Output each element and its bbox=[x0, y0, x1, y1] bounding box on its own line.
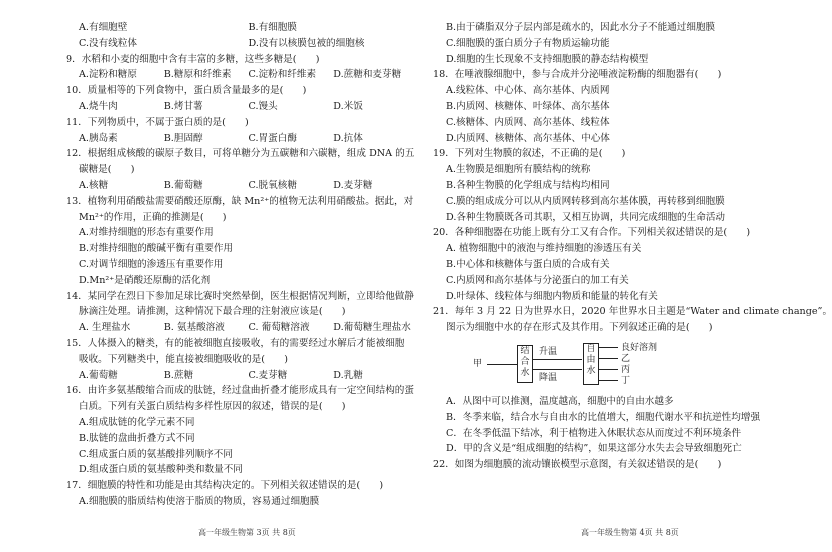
question-line: 白质。下列有关蛋白质结构多样性原因的叙述，错误的是( ) bbox=[79, 401, 346, 413]
question-line: C．在冬季低温下结冰，利于植物进入休眠状态从而度过不利环境条件 bbox=[446, 427, 742, 439]
diagram-label-bing: 丙 bbox=[621, 364, 631, 375]
question-line: Mn²⁺的作用，正确的推测是( ) bbox=[79, 211, 227, 223]
question-line: 22．如图为细胞膜的流动镶嵌模型示意图，有关叙述错误的是( ) bbox=[433, 459, 722, 471]
option-row bbox=[66, 320, 418, 336]
question-line: D.Mn²⁺是硝酸还原酶的活化剂 bbox=[79, 274, 211, 286]
option-row bbox=[66, 178, 418, 194]
question-line: D.叶绿体、线粒体与细胞内物质和能量的转化有关 bbox=[446, 290, 658, 302]
diagram-label-good: 良好溶剂 bbox=[621, 342, 658, 353]
question-line: A.线粒体、中心体、高尔基体、内质网 bbox=[446, 85, 610, 97]
question-line: B.对维持细胞的酸碱平衡有重要作用 bbox=[79, 243, 234, 255]
question-line: C.对调节细胞的渗透压有重要作用 bbox=[79, 258, 224, 270]
question-line: C.组成蛋白质的氨基酸排列顺序不同 bbox=[79, 448, 233, 460]
page-footer-right: 高一年级生物第 4页 共 8页 bbox=[581, 528, 679, 537]
diagram-label-ding: 丁 bbox=[621, 375, 631, 386]
option-text: D.乳糖 bbox=[333, 369, 363, 381]
water-forms-diagram bbox=[473, 339, 723, 391]
question-line: 19．下列对生物膜的叙述，不正确的是( ) bbox=[433, 148, 626, 160]
option-text: A.胰岛素 bbox=[79, 132, 118, 144]
question-line: 13．植物利用硝酸盐需要硝酸还原酶，缺 Mn²⁺的植物无法利用硝酸盐。据此，对 bbox=[66, 195, 414, 207]
option-text: C.麦芽糖 bbox=[248, 369, 288, 381]
left-column bbox=[66, 20, 418, 510]
question-line: 15．人体摄入的糖类，有的能被细胞直接吸收，有的需要经过水解后才能被细胞 bbox=[66, 337, 405, 349]
option-text: C. 葡萄糖溶液 bbox=[248, 322, 310, 334]
option-text: A.烧牛肉 bbox=[79, 100, 118, 112]
option-text: D.蔗糖和麦芽糖 bbox=[333, 69, 402, 81]
page-footer-left: 高一年级生物第 3页 共 8页 bbox=[198, 528, 296, 537]
question-line: B.肽链的盘曲折叠方式不同 bbox=[79, 432, 195, 444]
option-text: D.抗体 bbox=[333, 132, 363, 144]
diagram-label-up: 升温 bbox=[539, 346, 558, 357]
option-text: A.核糖 bbox=[79, 179, 109, 191]
question-line: B.中心体和核糖体与蛋白质的合成有关 bbox=[446, 258, 610, 270]
option-text: B.葡萄糖 bbox=[163, 179, 203, 191]
option-row bbox=[66, 99, 418, 115]
option-text: D.没有以核膜包被的细胞核 bbox=[248, 37, 365, 49]
arrow-to-jia bbox=[487, 364, 517, 365]
option-text: D.米饭 bbox=[333, 100, 363, 112]
question-line: 12．根据组成核酸的碳原子数目，可将单糖分为五碳糖和六碳糖，组成 DNA 的五 bbox=[66, 148, 415, 160]
question-line: 图示为细胞中水的存在形式及其作用。下列叙述正确的是( ) bbox=[446, 322, 713, 334]
arrow-ding bbox=[598, 380, 618, 381]
option-text: D.麦芽糖 bbox=[333, 179, 373, 191]
right-bottom-questions bbox=[433, 394, 785, 473]
question-line: C.膜的组成成分可以从内质网转移到高尔基体膜，再转移到细胞膜 bbox=[446, 195, 725, 207]
right-top-questions bbox=[433, 20, 832, 336]
question-line: A.组成肽链的化学元素不同 bbox=[79, 416, 195, 428]
question-line: A．从图中可以推测，温度越高，细胞中的自由水越多 bbox=[446, 395, 674, 407]
option-row bbox=[66, 368, 418, 384]
option-row bbox=[66, 20, 418, 36]
option-text: C.馒头 bbox=[248, 100, 278, 112]
option-text: C.没有线粒体 bbox=[79, 37, 138, 49]
arrow-yi bbox=[598, 358, 618, 359]
question-line: 18．在唾液腺细胞中，参与合成并分泌唾液淀粉酶的细胞器有( ) bbox=[433, 69, 722, 81]
question-line: C.细胞膜的蛋白质分子有物质运输功能 bbox=[446, 37, 610, 49]
free-water-box: 自由水 bbox=[583, 343, 599, 385]
question-line: 20．各种细胞器在功能上既有分工又有合作。下列相关叙述错误的是( ) bbox=[433, 227, 751, 239]
diagram-label-jia: 甲 bbox=[473, 358, 483, 369]
arrow-bing bbox=[598, 369, 618, 370]
question-line: B.内质网、核糖体、叶绿体、高尔基体 bbox=[446, 100, 610, 112]
option-text: C.脱氧核糖 bbox=[248, 179, 297, 191]
option-text: A. 生理盐水 bbox=[79, 322, 131, 334]
question-line: B.各种生物膜的化学组成与结构均相同 bbox=[446, 179, 610, 191]
option-text: A.有细胞壁 bbox=[79, 22, 128, 33]
option-row bbox=[66, 67, 418, 83]
arrow-up bbox=[532, 359, 582, 360]
question-line: D.细胞的生长现象不支持细胞膜的静态结构模型 bbox=[446, 53, 649, 65]
question-line: D.各种生物膜既各司其职，又相互协调，共同完成细胞的生命活动 bbox=[446, 211, 726, 223]
option-text: C.淀粉和纤维素 bbox=[248, 69, 317, 81]
arrow-down bbox=[532, 369, 582, 370]
option-text: C.胃蛋白酶 bbox=[248, 132, 297, 144]
option-text: A.淀粉和糖原 bbox=[79, 69, 137, 81]
question-line: A.生物膜是细胞所有膜结构的统称 bbox=[446, 164, 591, 176]
question-line: D．甲的含义是“组成细胞的结构”，如果这部分水失去会导致细胞死亡 bbox=[446, 443, 742, 455]
option-row bbox=[66, 36, 418, 52]
question-line: 21．每年 3 月 22 日为世界水日，2020 年世界水日主题是“Water and climate change”。 bbox=[433, 306, 832, 318]
option-text: B.糖原和纤维素 bbox=[163, 69, 232, 81]
right-column bbox=[433, 20, 832, 473]
arrow-good bbox=[598, 347, 618, 348]
option-text: B.胆固醇 bbox=[163, 132, 203, 144]
diagram-label-yi: 乙 bbox=[621, 353, 631, 364]
question-line: 脉滴注处理。请推测，这种情况下最合理的注射液应该是( ) bbox=[79, 306, 346, 318]
question-line: C.内质网和高尔基体与分泌蛋白的加工有关 bbox=[446, 274, 629, 286]
question-line: 碳糖是( ) bbox=[79, 164, 135, 176]
option-row bbox=[66, 131, 418, 147]
question-line: D.组成蛋白质的氨基酸种类和数量不同 bbox=[79, 464, 243, 476]
question-line: 17．细胞膜的特性和功能是由其结构决定的。下列相关叙述错误的是( ) bbox=[66, 480, 384, 492]
question-line: C.核糖体、内质网、高尔基体、线粒体 bbox=[446, 116, 610, 128]
diagram-label-down: 降温 bbox=[539, 372, 558, 383]
question-line: B.由于磷脂双分子层内部是疏水的，因此水分子不能通过细胞膜 bbox=[446, 22, 716, 33]
option-text: A.葡萄糖 bbox=[79, 369, 118, 381]
option-text: D.葡萄糖生理盐水 bbox=[333, 322, 411, 334]
question-line: A.对维持细胞的形态有重要作用 bbox=[79, 227, 214, 239]
question-line: A.细胞膜的脂质结构使溶于脂质的物质，容易通过细胞膜 bbox=[79, 495, 320, 507]
question-line: 11．下列物质中，不属于蛋白质的是( ) bbox=[66, 116, 249, 128]
question-line: A. 植物细胞中的液泡与维持细胞的渗透压有关 bbox=[446, 243, 642, 255]
option-text: B.烤甘薯 bbox=[163, 100, 203, 112]
option-text: B.有细胞膜 bbox=[248, 22, 297, 33]
bound-water-box: 结合水 bbox=[517, 345, 533, 383]
question-line: 16．由许多氨基酸缩合而成的肽链，经过盘曲折叠才能形成具有一定空间结构的蛋 bbox=[66, 385, 414, 397]
question-line: 14．某同学在烈日下参加足球比赛时突然晕倒，医生根据情况判断，立即给他做静 bbox=[66, 290, 414, 302]
question-line: 吸收。下列糖类中，能直接被细胞吸收的是( ) bbox=[79, 353, 288, 365]
question-line: D.内质网、核糖体、高尔基体、中心体 bbox=[446, 132, 610, 144]
option-text: B. 氨基酸溶液 bbox=[163, 322, 225, 334]
question-line: 10．质量相等的下列食物中，蛋白质含量最多的是( ) bbox=[66, 85, 307, 97]
option-text: B.蔗糖 bbox=[163, 369, 194, 381]
question-line: B．冬季来临，结合水与自由水的比值增大，细胞代谢水平和抗逆性均增强 bbox=[446, 411, 761, 423]
question-line: 9．水稻和小麦的细胞中含有丰富的多糖，这些多糖是( ) bbox=[66, 53, 320, 65]
